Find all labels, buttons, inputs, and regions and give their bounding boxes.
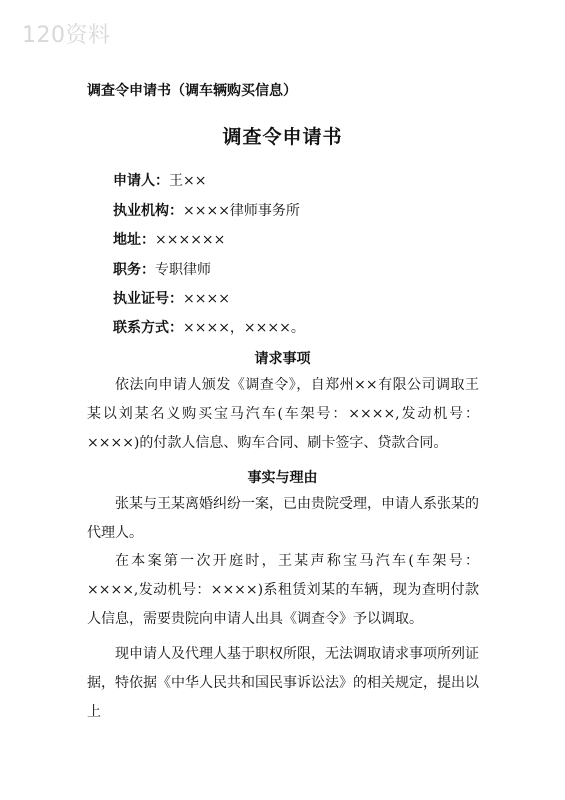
request-paragraph: 依法向申请人颁发《调查令》，自郑州××有限公司调取王某以刘某名义购买宝马汽车(车架号：××××,发动机号：××××)的付款人信息、购车合同、刷卡签字、贷款合同。 [87, 377, 479, 451]
field-value: 专职律师 [155, 262, 211, 278]
field-label: 申请人： [113, 173, 169, 189]
field-label: 职务： [113, 262, 155, 278]
facts-heading: 事实与理由 [247, 470, 318, 486]
field-applicant [113, 170, 206, 190]
field-label: 执业证号： [113, 291, 183, 307]
facts-paragraph: 张某与王某离婚纠纷一案，已由贵院受理，申请人系张某的代理人。 [87, 496, 479, 541]
field-label: 执业机构： [113, 203, 183, 219]
field-value: ×××× [183, 291, 230, 307]
field-value: ××××，××××。 [183, 320, 305, 336]
field-label: 地址： [113, 232, 155, 248]
document-title: 调查令申请书（调车辆购买信息） [87, 83, 297, 99]
field-position [113, 259, 211, 279]
field-value: ×××××× [155, 232, 226, 248]
field-license-number [113, 288, 230, 308]
main-title: 调查令申请书 [222, 126, 343, 148]
field-label: 联系方式： [113, 320, 183, 336]
request-heading: 请求事项 [254, 351, 311, 367]
field-value: ××××律师事务所 [183, 203, 300, 219]
field-contact [113, 317, 305, 337]
field-value: 王×× [169, 173, 207, 189]
facts-paragraph: 在本案第一次开庭时，王某声称宝马汽车(车架号：××××,发动机号：××××)系租赁刘某的车辆，现为查明付款人信息，需要贵院向申请人出具《调查令》予以调取。 [87, 553, 479, 627]
facts-paragraph: 现申请人及代理人基于职权所限，无法调取请求事项所列证据，特依据《中华人民共和国民事诉讼法》的相关规定，提出以上 [87, 646, 479, 720]
field-institution [113, 200, 300, 220]
watermark: 120资料 [22, 23, 111, 48]
field-address [113, 229, 225, 249]
